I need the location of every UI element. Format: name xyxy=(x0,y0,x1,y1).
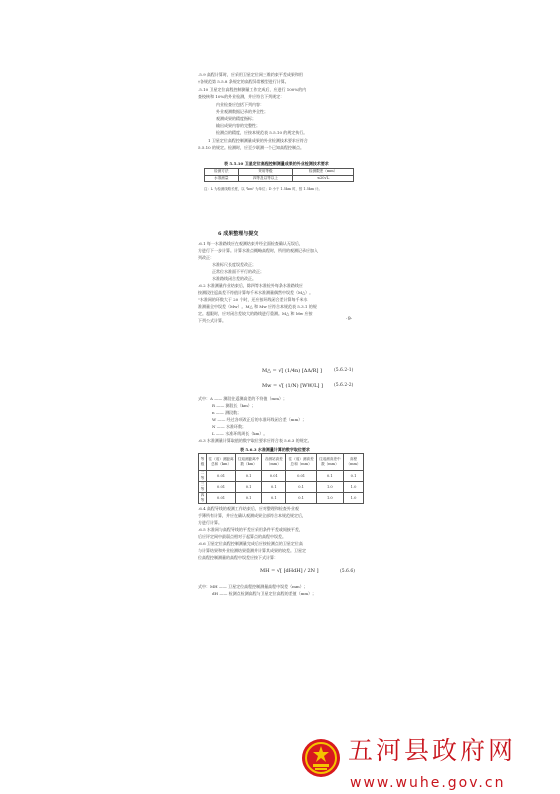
table-note: 注：L 为检测线路长度，以 "km" 为单位；D 小于 1.5km 时，按 1.5km 计。 xyxy=(204,187,322,191)
table-cell: 1.0 xyxy=(316,493,343,504)
table-header-cell: 检测方法 xyxy=(205,169,239,176)
text-line: .6.5 水准网与高程导线的平差应采用条件平差或间接平差， xyxy=(198,527,303,532)
text-line: 5.5.10 的规定。检测时，应至少联测一个已知高程控制点。 xyxy=(198,145,304,150)
text-line: 观测成果的精度指标； xyxy=(216,116,256,121)
text-line: W —— 经过各项改正后的水准环线闭合差（mm）； xyxy=(212,417,307,422)
text-line: L —— 水准环线周长（km）。 xyxy=(212,431,268,436)
table-cell: 0.1 xyxy=(236,471,262,482)
table-header-cell: 高程（mm） xyxy=(344,454,364,471)
text-line: 后应评定网中最弱点相对于起算点的高程中误差。 xyxy=(198,534,286,539)
table-caption: 表 5.6.3 水准测量计算的数字取位要求 xyxy=(240,447,310,452)
text-line: 查校核和 10%的外业检测，并应符合下列规定： xyxy=(198,94,285,99)
table-cell: 三等 xyxy=(199,482,207,493)
table-header-cell: 往（返）测高差总和（mm） xyxy=(286,454,316,471)
equation-number: (5.6.6) xyxy=(340,569,355,574)
text-line: 水准标尺长度误差改正； xyxy=(212,262,256,267)
table-cell: 二等 xyxy=(199,471,207,482)
table-row xyxy=(199,471,364,482)
table-cell: 0.1 xyxy=(286,493,316,504)
text-line: 位高程控制测量的高程中误差应按下式计算： xyxy=(198,555,278,560)
text-line: 定。超限时，应对闭合差较大的路线进行重测。M△ 和 Mw 应按 xyxy=(198,311,313,316)
table-cell: 0.1 xyxy=(236,482,262,493)
text-line: 式中：MH —— 卫星定位高程控制测量高程中误差（mm）； xyxy=(198,584,308,589)
text-line: 准测量全中误差（Mw）。M△ 和 Mw 应符合本规范表 5.3.1 的规 xyxy=(198,304,317,309)
table-cell: 四等 xyxy=(199,493,207,504)
table-cell: 0.1 xyxy=(236,493,262,504)
formula: M△ = √[ (1/4n) [ΔΔ/R] ] xyxy=(262,368,322,374)
formula: Mw = √[ (1/N) [WW/L] ] xyxy=(262,383,323,389)
text-line: .6.4 高程导线的观测工作结束后，应对整理和检查外业观 xyxy=(198,506,299,511)
text-line: .6.3 水准测量计算取值的数字取位要求应符合表 5.6.3 的规定。 xyxy=(198,438,312,443)
table-cell: 0.1 xyxy=(262,493,286,504)
table-cell: ≤20√L xyxy=(293,175,354,182)
table-cell: 0.1 xyxy=(286,482,316,493)
table-header-cell: 等级 xyxy=(199,454,207,471)
table-header-cell: 往（返）测距离总和（km） xyxy=(207,454,236,471)
table-header-cell: 检测限差（mm） xyxy=(293,169,354,176)
table-cell: 1.0 xyxy=(344,482,364,493)
text-line: .6.1 每一水准路线应在观测结束并经全面检查确认无误后， xyxy=(198,241,303,246)
table-cell: 0.01 xyxy=(207,482,236,493)
table-cell: 1.0 xyxy=(316,482,343,493)
table-caption: 表 5.5.10 卫星定位高程控制测量成果的外业检测技术要求 xyxy=(224,161,329,166)
table-cell: 0.01 xyxy=(262,471,286,482)
table-header-cell: 往返测距离中数（km） xyxy=(236,454,262,471)
page-number: ·9· xyxy=(346,316,353,322)
text-line: "水准网的环数大于 20 个时，还应按环线闭合差计算每千米水 xyxy=(198,297,308,302)
table-row xyxy=(199,493,364,504)
text-line: .6.2 水准测量作业结束后，除四等水准检外每条水准路线应 xyxy=(198,283,303,288)
table-cell: 水准测量 xyxy=(205,175,239,182)
text-line: dH —— 检测点检测高程与卫星定位高程的差值（mm）； xyxy=(212,591,317,596)
table-row xyxy=(205,175,354,182)
text-line: 外业观测数据记录的齐全性； xyxy=(216,109,268,114)
text-line: †各规范第 5.5.8 条规定的高程异常模型进行计算。 xyxy=(198,79,289,84)
site-name: 五河县政府网 xyxy=(348,736,517,765)
national-emblem-icon xyxy=(300,737,342,779)
equation-number: (5.6.2-1) xyxy=(334,368,354,373)
text-line: 内业检查应包括下列内容： xyxy=(216,102,264,107)
table-header-cell: 往返测高差中数（mm） xyxy=(316,454,343,471)
data-table xyxy=(198,453,364,504)
text-line: 方进行计算。 xyxy=(198,520,222,525)
data-table xyxy=(204,168,354,182)
text-line: 下列公式计算。 xyxy=(198,318,226,323)
table-header-cell: 采用等级 xyxy=(238,169,293,176)
table-cell: 1.0 xyxy=(344,493,364,504)
table-cell: 0.01 xyxy=(207,493,236,504)
text-line: 正常位水准面不平行的改正； xyxy=(212,269,264,274)
text-line: .5.10 卫星定位高程控制测量工作完成后，应进行 100%的内 xyxy=(198,87,307,92)
site-watermark xyxy=(300,736,530,791)
table-cell: 0.1 xyxy=(344,471,364,482)
table-row xyxy=(199,482,364,493)
table-cell: 四等及以等以上 xyxy=(238,175,293,182)
formula: MH = √[ [dHdH] / 2N ] xyxy=(260,568,319,574)
text-line: .6.6 卫星定位高程控制测量完成后应按检测点的卫星定位高 xyxy=(198,541,303,546)
text-line: 1 卫星定位高程控制测量成果的外业检测技术要求应符合 xyxy=(208,138,308,143)
text-line: 输出成果内容的完整性； xyxy=(216,123,260,128)
table-cell: 0.01 xyxy=(286,471,316,482)
site-url: www.wuhe.gov.cn xyxy=(350,775,506,791)
text-line: 式中：Δ —— 测段往返测高差的不符值（mm）； xyxy=(198,396,288,401)
text-line: 与计算结果和外业检测结果重测并计算其成果的较差。卫星定 xyxy=(198,548,306,553)
text-line: 水准路线闭合差的改正。 xyxy=(212,276,256,281)
table-cell: 0.01 xyxy=(207,471,236,482)
text-line: 手簿所有计算，并应在确认观测成果全部符合本规范规定后， xyxy=(198,513,306,518)
table-header-cell: 各测站高差（mm） xyxy=(262,454,286,471)
text-line: N —— 水准环数； xyxy=(212,424,247,429)
text-line: 方进行下一步计算。计算水准点概略高程时，所用的观测记录应加入 xyxy=(198,248,318,253)
table-cell: 0.1 xyxy=(316,471,343,482)
text-line: .5.9 高程计算时，应采用卫星定位网三维约束平差成果和用 xyxy=(198,72,303,77)
table-cell: 0.1 xyxy=(262,482,286,493)
equation-number: (5.6.2-2) xyxy=(334,383,354,388)
text-line: n —— 测段数； xyxy=(212,410,242,415)
table-header-row xyxy=(199,454,364,471)
text-line: R —— 测段长（km）； xyxy=(212,403,256,408)
text-line: 按测段往返高差不符值计算每千米水准测量偶然中误差（M△）。 xyxy=(198,290,314,295)
text-line: 列改正： xyxy=(198,255,214,260)
section-heading: 6 成果整理与提交 xyxy=(218,231,259,237)
text-line: 检测点的精度，应按本规范表 5.5.10 的规定执行。 xyxy=(216,130,308,135)
